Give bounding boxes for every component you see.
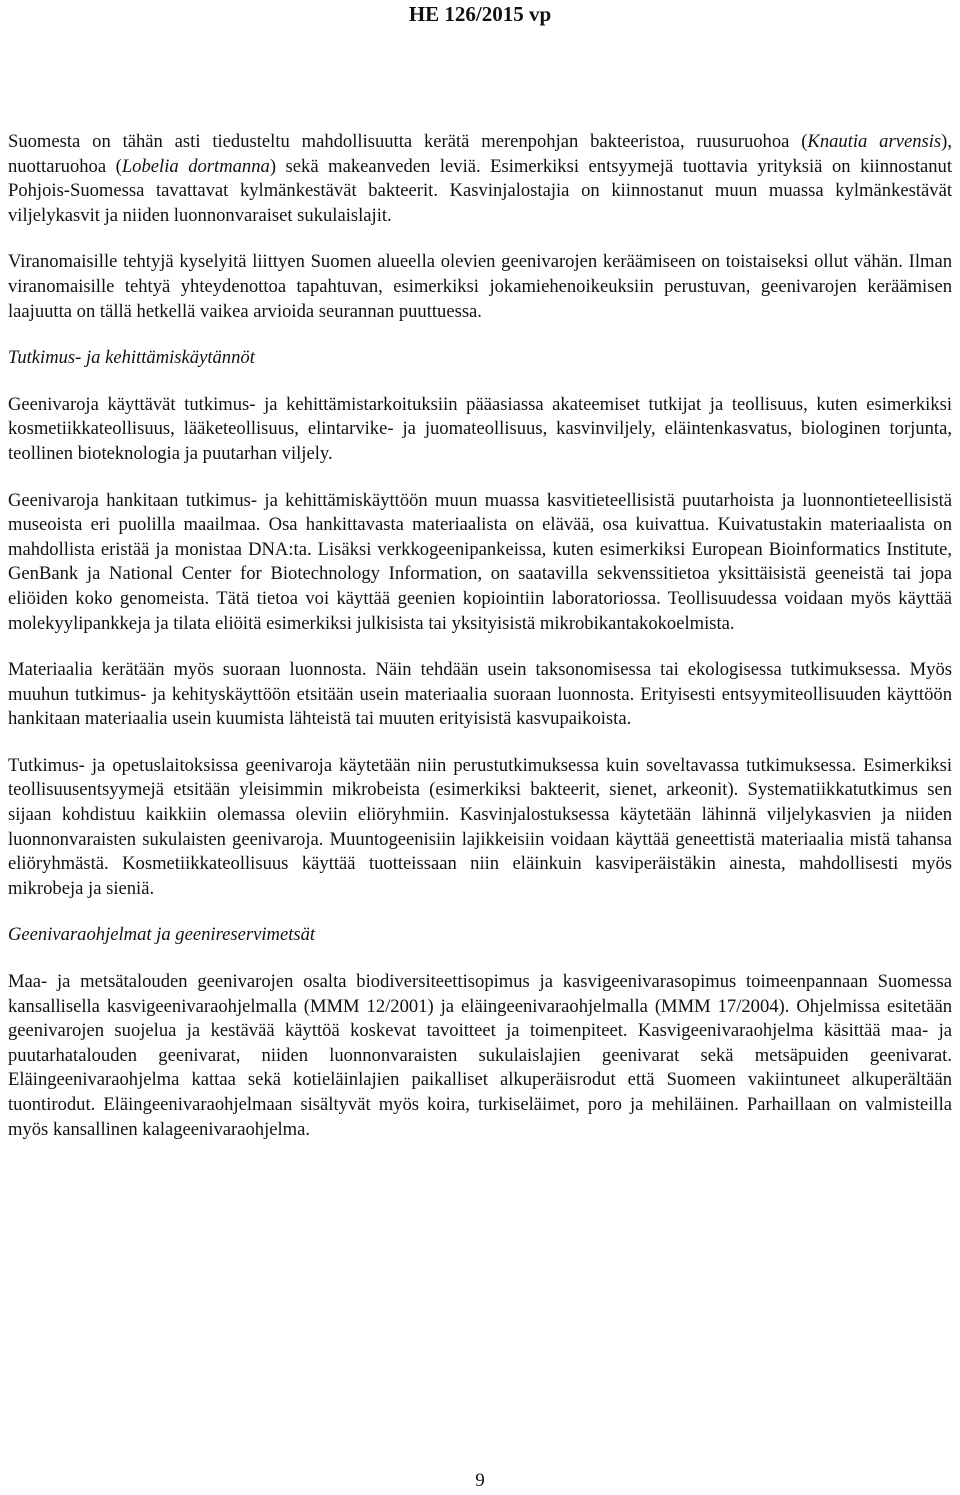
paragraph-1-text-c: ) sekä makeanveden leviä. Esimerkiksi entsyymejä tuottavia yrityksiä on kiinnostanut Pohjois-Suomessa tavattavat kylmänkestävät bakteerit. Kasvinjalostajia on kiinnostanut muun muassa kylmänkestävät viljelykasvit ja niiden luonnonvaraiset sukulaislajit. — [8, 155, 953, 226]
document-id-header: HE 126/2015 vp — [408, 2, 552, 26]
paragraph-3: Geenivaroja käyttävät tutkimus- ja kehittämistarkoituksiin pääasiassa akateemiset tutkijat ja teollisuus, kuten esimerkiksi kosmetiikkateollisuus, lääketeollisuus, elintarvike- ja juomateollisuus, kasvinviljely, eläintenkasvatus, biologinen torjunta, teollinen bioteknologia ja puutarhan viljely. — [8, 393, 952, 464]
paragraph-4: Geenivaroja hankitaan tutkimus- ja kehittämiskäyttöön muun muassa kasvitieteellisistä puutarhoista ja luonnontieteellisistä museoista eri puolilla maailmaa. Osa hankittavasta materiaalista on elävää, osa kuivattua. Kuivatustakin materiaalista on mahdollista eristää ja monistaa DNA:ta. Lisäksi verkkogeenipankeissa, kuten esimerkiksi European Bioinformatics Institute, GenBank ja National Center for Biotechnology Information, on saatavilla sekvenssitietoa yksittäisistä geeneistä tai jopa eliöiden koko genomeista. Tätä tietoa voi käyttää geenien kopiointiin laboratoriossa. Teollisuudessa voidaan myös käyttää molekyylipankkeja ja tilata eliöitä esimerkiksi julkisista tai yksityisistä mikrobikantakokoelmista. — [8, 489, 952, 634]
paragraph-1 — [8, 130, 952, 228]
page-number: 9 — [475, 1470, 485, 1491]
species-name-knautia: Knautia arvensis — [807, 131, 942, 152]
paragraph-2: Viranomaisille tehtyjä kyselyitä liittyen Suomen alueella olevien geenivarojen keräämiseen on toistaiseksi ollut vähän. Ilman viranomaisille tehtyä yhteydenottoa tapahtuvan, esimerkiksi jokamiehenoikeuksiin perustuvan, geenivarojen keräämisen laajuutta on tällä hetkellä vaikea arvioida seurannan puuttuessa. — [8, 251, 952, 322]
species-name-lobelia: Lobelia dortmanna — [121, 155, 270, 177]
document-body — [8, 130, 952, 1164]
subheading-research-practices: Tutkimus- ja kehittämiskäytännöt — [8, 347, 255, 369]
paragraph-5: Materiaalia kerätään myös suoraan luonnosta. Näin tehdään usein taksonomisessa tai ekologisessa tutkimuksessa. Myös muuhun tutkimus- ja kehityskäyttöön etsitään usein materiaalia suoraan luonnosta. Erityisesti entsyymiteollisuuden käyttöön hankitaan materiaalia usein kuumista lähteistä tai muuten erityisistä kasvupaikoista. — [8, 659, 952, 730]
paragraph-1-text-a: Suomesta on tähän asti tiedusteltu mahdollisuutta kerätä merenpohjan bakteeristoa, ruusuruohoa ( — [8, 131, 808, 152]
paragraph-6: Tutkimus- ja opetuslaitoksissa geenivaroja käytetään niin perustutkimuksessa kuin soveltavassa tutkimuksessa. Esimerkiksi teollisuusentsyymejä etsitään yleisimmin mikrobeista (esimerkiksi bakteerit, sienet, arkeonit). Systematiikkatutkimus sen sijaan kohdistuu kaikkiin olemassa oleviin eliöryhmiin. Kasvinjalostuksessa käytetään lähinnä viljelykasvien ja niiden luonnonvaraisten sukulaisten geenivaroja. Muuntogeenisiin lajikkeisiin voidaan käyttää geneettistä materiaalia mistä tahansa eliöryhmästä. Kosmetiikkateollisuus käyttää tuotteissaan niin eläinkuin kasviperäistäkin ainesta, mahdollisesti myös mikrobeja ja sieniä. — [8, 754, 952, 899]
paragraph-1-text-b: ), nuottaruohoa ( — [8, 131, 952, 177]
subheading-gene-programs: Geenivaraohjelmat ja geenireservimetsät — [8, 924, 316, 946]
paragraph-7: Maa- ja metsätalouden geenivarojen osalta biodiversiteettisopimus ja kasvigeenivarasopimus toimeenpannaan Suomessa kansallisella kasvigeenivaraohjelmalla (MMM 12/2001) ja eläingeenivaraohjelmalla (MMM 17/2004). Ohjelmissa esitetään geenivarojen suojelua ja kestävää käyttöä koskevat tavoitteet ja toimenpiteet. Kasvigeenivaraohjelma käsittää maa- ja puutarhatalouden geenivarat, niiden luonnonvaraisten sukulaislajien geenivarat sekä metsäpuiden geenivarat. Eläingeenivaraohjelma kattaa sekä kotieläinlajien paikalliset alkuperäisrodut että Suomeen vakiintuneet alkuperältään tuontirodut. Eläingeenivaraohjelmaan sisältyvät myös koira, turkiseläimet, poro ja mehiläinen. Parhaillaan on valmisteilla myös kansallinen kalageenivaraohjelma. — [8, 971, 952, 1140]
